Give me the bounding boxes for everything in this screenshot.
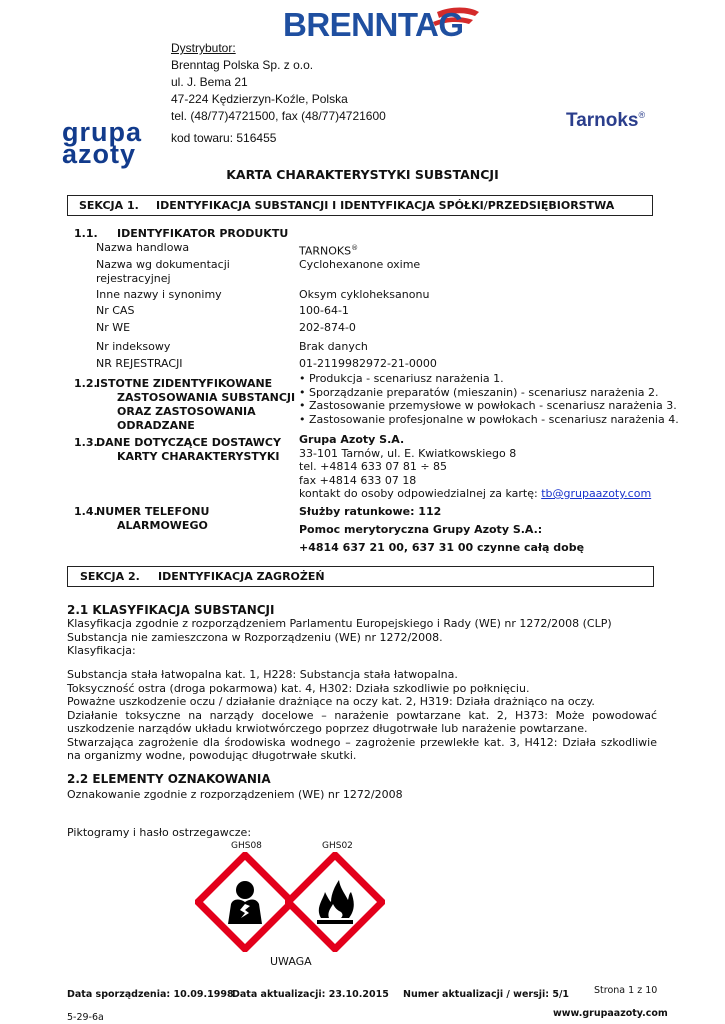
ghs02-code: GHS02 — [322, 841, 353, 851]
supplier-contact: kontakt do osoby odpowiedzialnej za kartę: tb@grupaazoty.com — [299, 487, 652, 500]
distributor-line: ul. J. Bema 21 — [171, 75, 248, 89]
hazard-class-item: Stwarzająca zagrożenie dla środowiska wodnego – zagrożenie przewlekłe kat. 3, H412: Działa szkodliwie na organizmy wodne, powodując długotrwałe skutki. — [67, 735, 657, 762]
classification-intro-line: Klasyfikacja: — [67, 644, 136, 657]
s21-title: 2.1 KLASYFIKACJA SUBSTANCJI — [67, 603, 275, 617]
footer-page: Strona 1 z 10 — [594, 985, 658, 996]
classification-intro — [67, 617, 657, 658]
supplier-line: tel. +4814 633 07 81 ÷ 85 — [299, 460, 448, 473]
product-field-value: 01-2119982972-21-0000 — [299, 357, 437, 370]
product-field-value: Brak danych — [299, 340, 368, 353]
flame-icon — [285, 852, 385, 952]
product-field-label: Inne nazwy i synonimy — [96, 288, 222, 301]
distributor-label: Dystrybutor: — [171, 41, 236, 55]
hazard-class-item: Działanie toksyczne na narządy docelowe – narażenie powtarzane kat. 2, H373: Może powodować uszkodzenie narządów układu krwiotwórczego poprzez długotrwałe lub narażenie powtarzane. — [67, 708, 657, 735]
s13-title: DANE DOTYCZĄCE DOSTAWCY KARTY CHARAKTERYSTYKI — [96, 436, 281, 463]
footer-website: www.grupaazoty.com — [553, 1008, 668, 1019]
s11-number: 1.1. — [74, 227, 98, 240]
classification-intro-line: Klasyfikacja zgodnie z rozporządzeniem Parlamentu Europejskiego i Rady (WE) nr 1272/2008 (CLP) — [67, 617, 612, 630]
product-field-label: Nr indeksowy — [96, 340, 171, 353]
tarnoks-logo: Tarnoks® — [566, 110, 646, 131]
footer-prepared: Data sporządzenia: 10.09.1998 — [67, 989, 234, 1000]
supplier-company: Grupa Azoty S.A. — [299, 433, 405, 446]
footer-version: Numer aktualizacji / wersji: 5/1 — [403, 989, 570, 1000]
section1-title: IDENTYFIKACJA SUBSTANCJI I IDENTYFIKACJA SPÓŁKI/PRZEDSIĘBIORSTWA — [156, 199, 615, 212]
s11-title: IDENTYFIKATOR PRODUKTU — [117, 227, 289, 240]
product-field-label: Nr CAS — [96, 304, 135, 317]
product-field-value: 202-874-0 — [299, 321, 356, 334]
use-item: • Sporządzanie preparatów (mieszanin) - scenariusz narażenia 2. — [299, 385, 659, 399]
hazard-class-item: Poważne uszkodzenie oczu / działanie drażniące na oczy kat. 2, H319: Działa drażniąco na oczy. — [67, 695, 595, 708]
brenntag-wordmark: BRENNTAG — [283, 6, 464, 43]
section2-title: IDENTYFIKACJA ZAGROŻEŃ — [158, 570, 325, 583]
distributor-line: 47-224 Kędzierzyn-Koźle, Polska — [171, 92, 348, 106]
emergency-block — [299, 503, 584, 557]
footer-code: 5-29-6a — [67, 1012, 104, 1023]
emergency-services: Służby ratunkowe: 112 — [299, 505, 442, 518]
supplier-block — [299, 433, 651, 501]
product-code: kod towaru: 516455 — [171, 131, 277, 145]
s22-title: 2.2 ELEMENTY OZNAKOWANIA — [67, 772, 271, 786]
section1-number: SEKCJA 1. — [79, 199, 139, 212]
classification-intro-line: Substancja nie zamieszczona w Rozporządzeniu (WE) nr 1272/2008. — [67, 630, 443, 644]
hazard-class-item: Substancja stała łatwopalna kat. 1, H228: Substancja stała łatwopalna. — [67, 668, 458, 681]
product-field-label: NR REJESTRACJI — [96, 357, 183, 370]
health-hazard-icon — [195, 852, 295, 952]
email-link[interactable]: tb@grupaazoty.com — [541, 487, 652, 500]
uses-list — [299, 372, 679, 426]
s12-title: ISTOTNE ZIDENTYFIKOWANE ZASTOSOWANIA SUBSTANCJI ORAZ ZASTOSOWANIA ODRADZANE — [96, 377, 296, 432]
s13-number: 1.3. — [74, 436, 98, 449]
product-field-value: 100-64-1 — [299, 304, 349, 317]
product-field-label: Nr WE — [96, 321, 131, 334]
s12-number: 1.2. — [74, 377, 98, 390]
s14-title: NUMER TELEFONU ALARMOWEGO — [96, 505, 210, 532]
supplier-line: fax +4814 633 07 18 — [299, 473, 417, 487]
section2-header — [67, 566, 654, 587]
use-item: • Produkcja - scenariusz narażenia 1. — [299, 372, 504, 385]
product-field-label: Nazwa handlowa — [96, 241, 190, 254]
product-field-value: Cyclohexanone oxime — [299, 258, 421, 271]
support-label: Pomoc merytoryczna Grupy Azoty S.A.: — [299, 523, 543, 536]
classification-list — [67, 668, 657, 763]
product-field-label: Nazwa wg dokumentacji rejestracyjnej — [96, 258, 230, 285]
section1-header — [67, 195, 653, 216]
hazard-class-item: Toksyczność ostra (droga pokarmowa) kat. 4, H302: Działa szkodliwie po połknięciu. — [67, 681, 530, 695]
distributor-block — [171, 40, 386, 147]
distributor-line: Brenntag Polska Sp. z o.o. — [171, 58, 314, 72]
section2-number: SEKCJA 2. — [80, 570, 140, 583]
ghs08-code: GHS08 — [231, 841, 262, 851]
use-item: • Zastosowanie przemysłowe w powłokach - scenariusz narażenia 3. — [299, 399, 677, 412]
s14-number: 1.4. — [74, 505, 98, 518]
product-field-value: TARNOKS® — [299, 244, 359, 258]
product-field-value: Oksym cykloheksanonu — [299, 288, 430, 301]
support-phones: +4814 637 21 00, 637 31 00 czynne całą dobę — [299, 541, 585, 554]
footer-updated: Data aktualizacji: 23.10.2015 — [232, 989, 389, 1000]
pictograms-label: Piktogramy i hasło ostrzegawcze: — [67, 826, 252, 839]
document-title: KARTA CHARAKTERYSTYKI SUBSTANCJI — [226, 167, 499, 182]
labelling-note: Oznakowanie zgodnie z rozporządzeniem (WE) nr 1272/2008 — [67, 788, 403, 801]
use-item: • Zastosowanie profesjonalne w powłokach - scenariusz narażenia 4. — [299, 412, 679, 426]
supplier-line: 33-101 Tarnów, ul. E. Kwiatkowskiego 8 — [299, 446, 517, 460]
grupa-azoty-logo: grupa azoty — [62, 117, 143, 169]
distributor-line: tel. (48/77)4721500, fax (48/77)4721600 — [171, 109, 386, 123]
signal-word: UWAGA — [270, 955, 312, 968]
